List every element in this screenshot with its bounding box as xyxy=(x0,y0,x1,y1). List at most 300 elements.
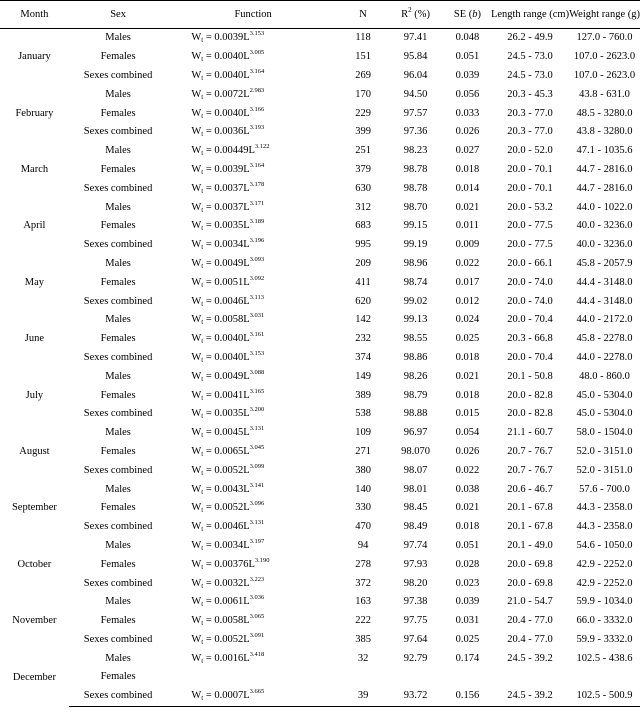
table-row xyxy=(0,123,640,142)
formula-w-sub: t xyxy=(201,581,204,590)
formula-equals: = xyxy=(203,220,215,232)
formula-w-sub: t xyxy=(201,431,204,440)
weight-range-cell: 54.6 - 1050.0 xyxy=(576,539,633,551)
function-cell xyxy=(167,255,339,274)
formula-l: L xyxy=(243,333,250,345)
formula-w: W xyxy=(191,295,202,307)
formula-equals: = xyxy=(203,276,215,288)
sex-cell: Sexes combined xyxy=(83,408,153,420)
formula-w: W xyxy=(191,145,202,157)
sex-cell: Females xyxy=(100,276,136,288)
function-cell xyxy=(167,499,339,518)
function-cell xyxy=(167,518,339,537)
function-cell xyxy=(167,48,339,67)
coefficient-a: 0.0034 xyxy=(214,539,244,551)
formula-w: W xyxy=(191,370,202,382)
function-cell xyxy=(167,593,339,612)
formula-equals: = xyxy=(203,690,215,702)
formula-w-sub: t xyxy=(201,525,204,534)
formula-equals: = xyxy=(203,51,215,63)
sex-cell: Females xyxy=(100,615,136,627)
table-row xyxy=(0,499,640,518)
formula-w-sub: t xyxy=(201,600,204,609)
formula-w-sub: t xyxy=(201,186,204,195)
exponent-b: 3.131 xyxy=(249,425,265,433)
function-cell xyxy=(167,292,339,311)
r2-cell: 98.79 xyxy=(403,389,428,401)
exponent-b: 3.036 xyxy=(249,594,265,602)
length-range-cell: 20.0 - 53.2 xyxy=(507,201,553,213)
se-cell: 0.156 xyxy=(444,687,491,706)
function-cell xyxy=(167,386,339,405)
formula-l: L xyxy=(243,257,250,269)
coefficient-a: 0.0040 xyxy=(214,333,244,345)
r2-cell: 98.07 xyxy=(403,464,428,476)
exponent-b: 3.164 xyxy=(249,161,265,169)
formula-equals: = xyxy=(203,521,215,533)
weight-range-cell: 45.0 - 5304.0 xyxy=(576,389,633,401)
n-cell: 630 xyxy=(355,182,371,194)
weight-range-cell: 42.9 - 2252.0 xyxy=(576,558,633,570)
coefficient-a: 0.0007 xyxy=(214,690,244,702)
formula-equals: = xyxy=(203,126,215,138)
table-row xyxy=(0,142,640,161)
se-cell: 0.011 xyxy=(455,220,480,232)
formula-w-sub: t xyxy=(201,224,204,233)
sex-cell: Males xyxy=(105,88,131,100)
formula-equals: = xyxy=(203,351,215,363)
n-cell: 330 xyxy=(355,502,371,514)
r2-cell: 98.01 xyxy=(403,483,428,495)
sex-cell: Males xyxy=(105,370,131,382)
formula-w-sub: t xyxy=(201,656,204,665)
length-range-cell: 20.1 - 67.8 xyxy=(507,502,553,514)
formula-w: W xyxy=(191,351,202,363)
exponent-b: 3.122 xyxy=(254,143,270,151)
formula-w: W xyxy=(191,88,202,100)
exponent-b: 3.131 xyxy=(249,519,265,527)
formula-w: W xyxy=(191,69,202,81)
se-cell: 0.012 xyxy=(455,295,480,307)
exponent-b: 3.178 xyxy=(249,180,265,188)
weight-range-cell: 44.3 - 2358.0 xyxy=(576,521,633,533)
length-range-cell: 20.0 - 66.1 xyxy=(507,257,553,269)
table-row xyxy=(0,48,640,67)
r2-cell: 98.96 xyxy=(403,257,428,269)
r2-cell: 98.86 xyxy=(403,351,428,363)
sex-cell: Males xyxy=(105,145,131,157)
function-cell xyxy=(167,537,339,556)
se-cell: 0.022 xyxy=(455,464,480,476)
table-row xyxy=(0,405,640,424)
formula-equals: = xyxy=(203,483,215,495)
formula-l: L xyxy=(243,596,250,608)
coefficient-a: 0.0049 xyxy=(214,257,244,269)
se-cell: 0.018 xyxy=(455,521,480,533)
weight-range-cell: 48.0 - 860.0 xyxy=(579,370,630,382)
formula-equals: = xyxy=(203,652,215,664)
r2-cell: 97.36 xyxy=(403,126,428,138)
formula-w-sub: t xyxy=(201,694,204,703)
n-cell: 32 xyxy=(357,652,369,664)
n-cell: 271 xyxy=(355,445,371,457)
n-cell: 151 xyxy=(355,51,371,63)
function-cell xyxy=(167,461,339,480)
n-cell: 374 xyxy=(355,351,371,363)
formula-w: W xyxy=(191,126,202,138)
formula-w: W xyxy=(191,539,202,551)
coefficient-a: 0.0040 xyxy=(214,351,244,363)
exponent-b: 3.165 xyxy=(249,387,265,395)
length-range-cell: 20.0 - 82.8 xyxy=(507,408,553,420)
formula-w: W xyxy=(191,276,202,288)
month-cell: August xyxy=(19,445,50,457)
r2-cell: 98.070 xyxy=(401,445,431,457)
se-cell: 0.014 xyxy=(455,182,480,194)
function-cell xyxy=(167,85,339,104)
r2-cell: 99.19 xyxy=(403,239,428,251)
formula-w-sub: t xyxy=(201,149,204,158)
se-cell: 0.022 xyxy=(455,257,480,269)
se-cell: 0.025 xyxy=(455,333,480,345)
r2-cell: 96.04 xyxy=(403,69,428,81)
month-cell: June xyxy=(24,333,45,345)
coefficient-a: 0.0040 xyxy=(214,107,244,119)
table-row xyxy=(0,330,640,349)
r2-cell: 98.88 xyxy=(403,408,428,420)
se-cell: 0.025 xyxy=(455,633,480,645)
formula-equals: = xyxy=(203,445,215,457)
sex-cell: Females xyxy=(100,333,136,345)
formula-equals: = xyxy=(203,539,215,551)
formula-w-sub: t xyxy=(201,318,204,327)
sex-cell: Males xyxy=(105,539,131,551)
function-cell xyxy=(167,311,339,330)
sex-cell: Sexes combined xyxy=(83,295,153,307)
se-cell: 0.033 xyxy=(455,107,480,119)
table-row xyxy=(0,217,640,236)
formula-equals: = xyxy=(203,577,215,589)
coefficient-a: 0.0039 xyxy=(214,163,244,175)
exponent-b: 3.190 xyxy=(254,556,270,564)
n-cell: 470 xyxy=(355,521,371,533)
r2-cell: 98.26 xyxy=(403,370,428,382)
formula-w-sub: t xyxy=(201,393,204,402)
n-cell: 140 xyxy=(355,483,371,495)
function-cell xyxy=(167,405,339,424)
r2-cell: 97.41 xyxy=(403,32,428,44)
n-cell: 683 xyxy=(355,220,371,232)
formula-w-sub: t xyxy=(201,36,204,45)
r2-cell: 92.79 xyxy=(403,652,428,664)
formula-l: L xyxy=(243,577,250,589)
exponent-b: 3.088 xyxy=(249,368,265,376)
table-row xyxy=(0,574,640,593)
formula-l: L xyxy=(243,201,250,213)
coefficient-a: 0.0065 xyxy=(214,445,244,457)
r2-cell: 95.84 xyxy=(403,51,428,63)
formula-l: L xyxy=(243,276,250,288)
table-row xyxy=(0,67,640,86)
sex-cell: Sexes combined xyxy=(83,239,153,251)
coefficient-a: 0.00449 xyxy=(214,145,249,157)
formula-w-sub: t xyxy=(201,374,204,383)
formula-l: L xyxy=(243,314,250,326)
length-range-cell: 20.1 - 67.8 xyxy=(507,521,553,533)
table-row xyxy=(0,292,640,311)
weight-range-cell: 44.0 - 2172.0 xyxy=(576,314,633,326)
se-cell: 0.015 xyxy=(455,408,480,420)
weight-range-cell: 66.0 - 3332.0 xyxy=(576,615,633,627)
month-cell: July xyxy=(25,389,44,401)
formula-equals: = xyxy=(203,239,215,251)
formula-w: W xyxy=(191,427,202,439)
formula-w-sub: t xyxy=(201,243,204,252)
sex-cell: Sexes combined xyxy=(83,577,153,589)
formula-l: L xyxy=(243,483,250,495)
n-cell: 278 xyxy=(355,558,371,570)
formula-equals: = xyxy=(203,88,215,100)
r2-cell: 98.55 xyxy=(403,333,428,345)
length-range-cell: 20.1 - 50.8 xyxy=(507,370,553,382)
se-cell xyxy=(444,668,491,687)
formula-equals: = xyxy=(203,464,215,476)
formula-w-sub: t xyxy=(201,637,204,646)
coefficient-a: 0.0045 xyxy=(214,427,244,439)
formula-w: W xyxy=(191,333,202,345)
exponent-b: 3.096 xyxy=(249,500,265,508)
formula-l: L xyxy=(243,427,250,439)
table-row xyxy=(0,255,640,274)
formula-equals: = xyxy=(203,408,215,420)
weight-range-cell: 43.8 - 3280.0 xyxy=(576,126,633,138)
formula-w-sub: t xyxy=(201,130,204,139)
length-range-cell: 21.0 - 54.7 xyxy=(507,596,553,608)
header-se: SE (b) xyxy=(444,1,491,29)
function-cell xyxy=(167,631,339,650)
formula-l: L xyxy=(243,445,250,457)
formula-equals: = xyxy=(203,558,215,570)
n-cell: 142 xyxy=(355,314,371,326)
formula-equals: = xyxy=(203,257,215,269)
function-cell xyxy=(167,67,339,86)
length-range-cell: 20.6 - 46.7 xyxy=(507,483,553,495)
formula-w-sub: t xyxy=(201,506,204,515)
coefficient-a: 0.0058 xyxy=(214,314,244,326)
n-cell: 163 xyxy=(355,596,371,608)
formula-l: L xyxy=(243,370,250,382)
sex-cell: Sexes combined xyxy=(83,182,153,194)
formula-equals: = xyxy=(203,615,215,627)
exponent-b: 3.193 xyxy=(249,124,265,132)
n-cell: 995 xyxy=(355,239,371,251)
formula-w-sub: t xyxy=(201,73,204,82)
coefficient-a: 0.0043 xyxy=(214,483,244,495)
length-range-cell: 24.5 - 39.2 xyxy=(507,652,553,664)
r2-cell: 94.50 xyxy=(403,88,428,100)
length-range-cell: 20.0 - 69.8 xyxy=(507,558,553,570)
sex-cell: Males xyxy=(105,32,131,44)
se-cell: 0.039 xyxy=(455,69,480,81)
formula-w: W xyxy=(191,51,202,63)
formula-equals: = xyxy=(203,596,215,608)
formula-w: W xyxy=(191,201,202,213)
n-cell: 385 xyxy=(355,633,371,645)
header-length-range: Length range (cm) xyxy=(491,1,569,29)
sex-cell: Females xyxy=(100,389,136,401)
length-range-cell: 20.0 - 70.1 xyxy=(507,182,553,194)
formula-l: L xyxy=(243,502,250,514)
function-cell xyxy=(167,574,339,593)
weight-range-cell: 47.1 - 1035.6 xyxy=(576,145,633,157)
n-cell xyxy=(339,668,387,687)
length-range-cell: 24.5 - 73.0 xyxy=(507,69,553,81)
month-cell: October xyxy=(17,558,52,570)
formula-equals: = xyxy=(203,502,215,514)
table-row xyxy=(0,424,640,443)
se-cell: 0.018 xyxy=(455,163,480,175)
sex-cell: Females xyxy=(100,671,136,683)
table-row xyxy=(0,179,640,198)
function-cell xyxy=(167,273,339,292)
length-range-cell: 20.0 - 77.5 xyxy=(507,239,553,251)
exponent-b: 3.196 xyxy=(249,237,265,245)
length-range-cell: 26.2 - 49.9 xyxy=(507,32,553,44)
weight-range-cell: 45.8 - 2057.9 xyxy=(576,257,633,269)
se-cell: 0.026 xyxy=(455,126,480,138)
length-range-cell: 20.0 - 74.0 xyxy=(507,295,553,307)
r2-cell: 97.93 xyxy=(403,558,428,570)
function-cell xyxy=(167,161,339,180)
r2-cell: 98.49 xyxy=(403,521,428,533)
n-cell: 118 xyxy=(355,32,371,44)
r2-cell: 98.78 xyxy=(403,182,428,194)
weight-range-cell: 107.0 - 2623.0 xyxy=(573,51,636,63)
weight-range-cell xyxy=(569,668,640,687)
table-row xyxy=(0,461,640,480)
length-range-cell: 20.0 - 70.4 xyxy=(507,314,553,326)
formula-equals: = xyxy=(203,389,215,401)
table-row xyxy=(0,29,640,48)
se-cell: 0.039 xyxy=(455,596,480,608)
function-cell xyxy=(167,142,339,161)
formula-w: W xyxy=(191,182,202,194)
formula-l: L xyxy=(243,539,250,551)
function-cell xyxy=(167,236,339,255)
formula-w: W xyxy=(191,389,202,401)
weight-range-cell: 52.0 - 3151.0 xyxy=(576,464,633,476)
coefficient-a: 0.0046 xyxy=(214,521,244,533)
weight-range-cell: 127.0 - 760.0 xyxy=(576,32,633,44)
exponent-b: 2.983 xyxy=(249,86,265,94)
formula-w: W xyxy=(191,502,202,514)
formula-l: L xyxy=(243,239,250,251)
formula-w: W xyxy=(191,596,202,608)
se-cell: 0.021 xyxy=(455,370,480,382)
coefficient-a: 0.0035 xyxy=(214,408,244,420)
sex-cell: Males xyxy=(105,596,131,608)
exponent-b: 3.113 xyxy=(249,293,265,301)
formula-w: W xyxy=(191,633,202,645)
sex-cell: Males xyxy=(105,314,131,326)
table-header xyxy=(0,1,640,29)
weight-range-cell: 59.9 - 1034.0 xyxy=(576,596,633,608)
table-row xyxy=(0,593,640,612)
header-month: Month xyxy=(0,1,69,29)
formula-l: L xyxy=(243,220,250,232)
function-cell xyxy=(167,612,339,631)
formula-w-sub: t xyxy=(201,92,204,101)
formula-w: W xyxy=(191,464,202,476)
length-range-cell: 20.7 - 76.7 xyxy=(507,464,553,476)
formula-w: W xyxy=(191,615,202,627)
n-cell: 39 xyxy=(339,687,387,706)
formula-equals: = xyxy=(203,163,215,175)
sex-cell: Females xyxy=(100,445,136,457)
r2-cell: 97.57 xyxy=(403,107,428,119)
length-range-cell: 20.0 - 70.1 xyxy=(507,163,553,175)
n-cell: 149 xyxy=(355,370,371,382)
formula-l: L xyxy=(243,690,250,702)
coefficient-a: 0.0049 xyxy=(214,370,244,382)
n-cell: 620 xyxy=(355,295,371,307)
length-range-cell: 20.4 - 77.0 xyxy=(507,615,553,627)
formula-l: L xyxy=(243,615,250,627)
n-cell: 94 xyxy=(357,539,369,551)
function-cell xyxy=(167,443,339,462)
sex-cell: Males xyxy=(105,652,131,664)
length-range-cell: 20.3 - 77.0 xyxy=(507,126,553,138)
r2-cell: 97.38 xyxy=(403,596,428,608)
formula-w-sub: t xyxy=(201,449,204,458)
formula-equals: = xyxy=(203,427,215,439)
formula-l: L xyxy=(243,51,250,63)
function-cell xyxy=(167,179,339,198)
exponent-b: 3.171 xyxy=(249,199,265,207)
formula-w: W xyxy=(191,521,202,533)
formula-l: L xyxy=(243,464,250,476)
formula-w: W xyxy=(191,408,202,420)
formula-w: W xyxy=(191,483,202,495)
table-row xyxy=(0,649,640,668)
n-cell: 222 xyxy=(355,615,371,627)
formula-w-sub: t xyxy=(201,468,204,477)
coefficient-a: 0.0040 xyxy=(214,51,244,63)
n-cell: 269 xyxy=(355,69,371,81)
coefficient-a: 0.0016 xyxy=(214,652,244,664)
length-range-cell: 20.0 - 77.5 xyxy=(507,220,553,232)
formula-l: L xyxy=(243,163,250,175)
se-cell: 0.174 xyxy=(455,652,480,664)
month-cell: April xyxy=(23,220,46,232)
weight-range-cell: 59.9 - 3332.0 xyxy=(576,633,633,645)
se-cell: 0.018 xyxy=(455,389,480,401)
coefficient-a: 0.0051 xyxy=(214,276,244,288)
formula-equals: = xyxy=(203,182,215,194)
r2-cell: 98.70 xyxy=(403,201,428,213)
formula-w: W xyxy=(191,239,202,251)
r2-cell: 98.20 xyxy=(403,577,428,589)
n-cell: 229 xyxy=(355,107,371,119)
function-cell xyxy=(167,687,339,706)
formula-equals: = xyxy=(203,107,215,119)
formula-w: W xyxy=(191,577,202,589)
exponent-b: 3.418 xyxy=(249,650,265,658)
weight-range-cell: 44.4 - 3148.0 xyxy=(576,295,633,307)
formula-w-sub: t xyxy=(201,299,204,308)
formula-w-sub: t xyxy=(201,619,204,628)
month-cell: May xyxy=(24,276,45,288)
